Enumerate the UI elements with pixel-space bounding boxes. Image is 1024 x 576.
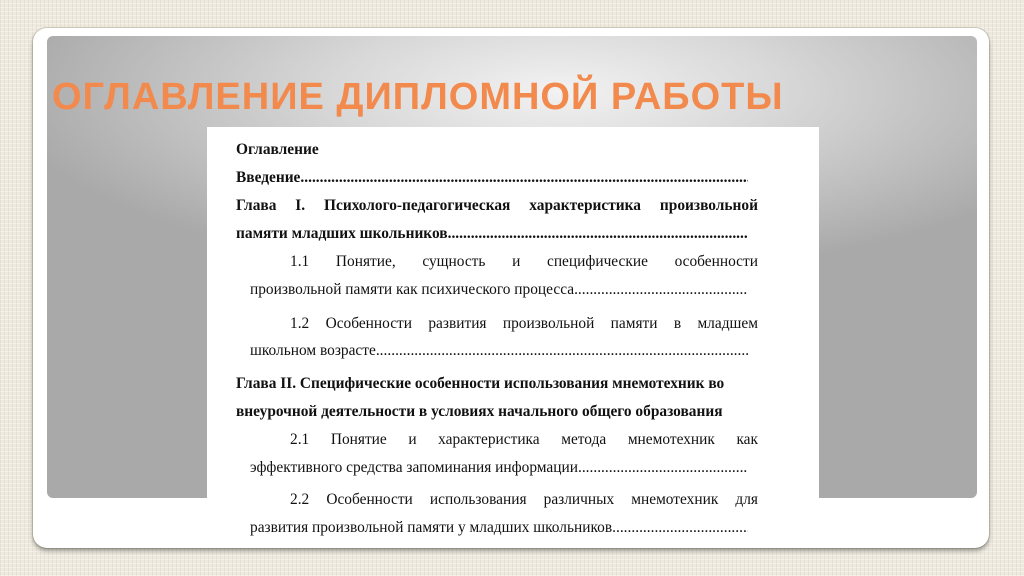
toc-entry-section21-line2	[250, 459, 748, 477]
toc-word: метода	[561, 431, 607, 448]
toc-entry-section22-line2	[250, 519, 748, 537]
toc-entry-text: памяти младших школьников	[236, 225, 448, 242]
toc-word: Понятие	[330, 431, 387, 448]
toc-word: специфические	[546, 253, 648, 270]
toc-word: мнемотехник	[627, 431, 715, 448]
toc-entry-text: школьном возрасте	[250, 342, 376, 359]
dot-leader	[304, 169, 748, 187]
toc-word: Психолого-педагогическая	[324, 197, 511, 214]
toc-word: и	[408, 431, 417, 448]
toc-word: различных	[543, 491, 615, 508]
document-image	[207, 127, 819, 544]
dot-leader	[578, 459, 748, 477]
toc-word: 2.2	[290, 491, 310, 508]
toc-word: мнемотехник	[631, 491, 719, 508]
toc-word: как	[736, 431, 758, 448]
toc-entry-chapter2-line1	[236, 375, 766, 393]
toc-word: I.	[295, 197, 306, 214]
toc-entry-text: Введение.	[236, 169, 305, 186]
toc-entry-section21-line1	[290, 431, 758, 449]
toc-heading-text: Оглавление	[236, 141, 319, 158]
dot-leader	[376, 342, 748, 360]
toc-word: Понятие,	[335, 253, 396, 270]
toc-word: Глава	[236, 197, 277, 214]
toc-entry-section12-line1	[290, 315, 758, 333]
toc-word: произвольной	[659, 197, 758, 214]
toc-entry-chapter1-line1	[236, 197, 758, 215]
toc-word: и	[512, 253, 521, 270]
toc-entry-chapter1-line2	[236, 225, 748, 243]
toc-entry-section12-line2	[250, 342, 748, 360]
toc-entry-text: Глава II. Специфические особенности использования мнемотехник во	[236, 375, 725, 392]
toc-entry-text: развития произвольной памяти у младших школьников	[250, 519, 613, 536]
toc-word: характеристика	[438, 431, 540, 448]
toc-entry-section11-line2	[250, 281, 748, 299]
toc-entry-intro	[236, 169, 748, 187]
toc-word: памяти	[610, 315, 658, 332]
toc-word: 1.1	[290, 253, 310, 270]
toc-entry-chapter2-line2	[236, 403, 766, 421]
toc-word: Особенности	[325, 315, 413, 332]
toc-word: младшем	[697, 315, 758, 332]
toc-word: использования	[429, 491, 527, 508]
toc-entry-text: внеурочной деятельности в условиях начального общего образования	[236, 403, 723, 420]
toc-word: сущность	[422, 253, 486, 270]
toc-word: 1.2	[290, 315, 310, 332]
toc-word: развития	[428, 315, 487, 332]
toc-entry-text: эффективного средства запоминания информации	[250, 459, 578, 476]
toc-word: особенности	[674, 253, 758, 270]
toc-entry-section22-line1	[290, 491, 758, 509]
dot-leader	[612, 519, 748, 537]
dot-leader	[574, 281, 748, 299]
toc-word: 2.1	[290, 431, 310, 448]
toc-word: характеристика	[529, 197, 641, 214]
toc-entry-text: произвольной памяти как психического процесса	[250, 281, 575, 298]
toc-entry-section11-line1	[290, 253, 758, 271]
slide-title: ОГЛАВЛЕНИЕ ДИПЛОМНОЙ РАБОТЫ	[52, 76, 784, 118]
toc-word: произвольной	[502, 315, 595, 332]
dot-leader	[448, 225, 748, 243]
toc-heading	[236, 141, 319, 159]
toc-word: для	[735, 491, 758, 508]
toc-word: в	[673, 315, 682, 332]
toc-word: Особенности	[326, 491, 413, 508]
